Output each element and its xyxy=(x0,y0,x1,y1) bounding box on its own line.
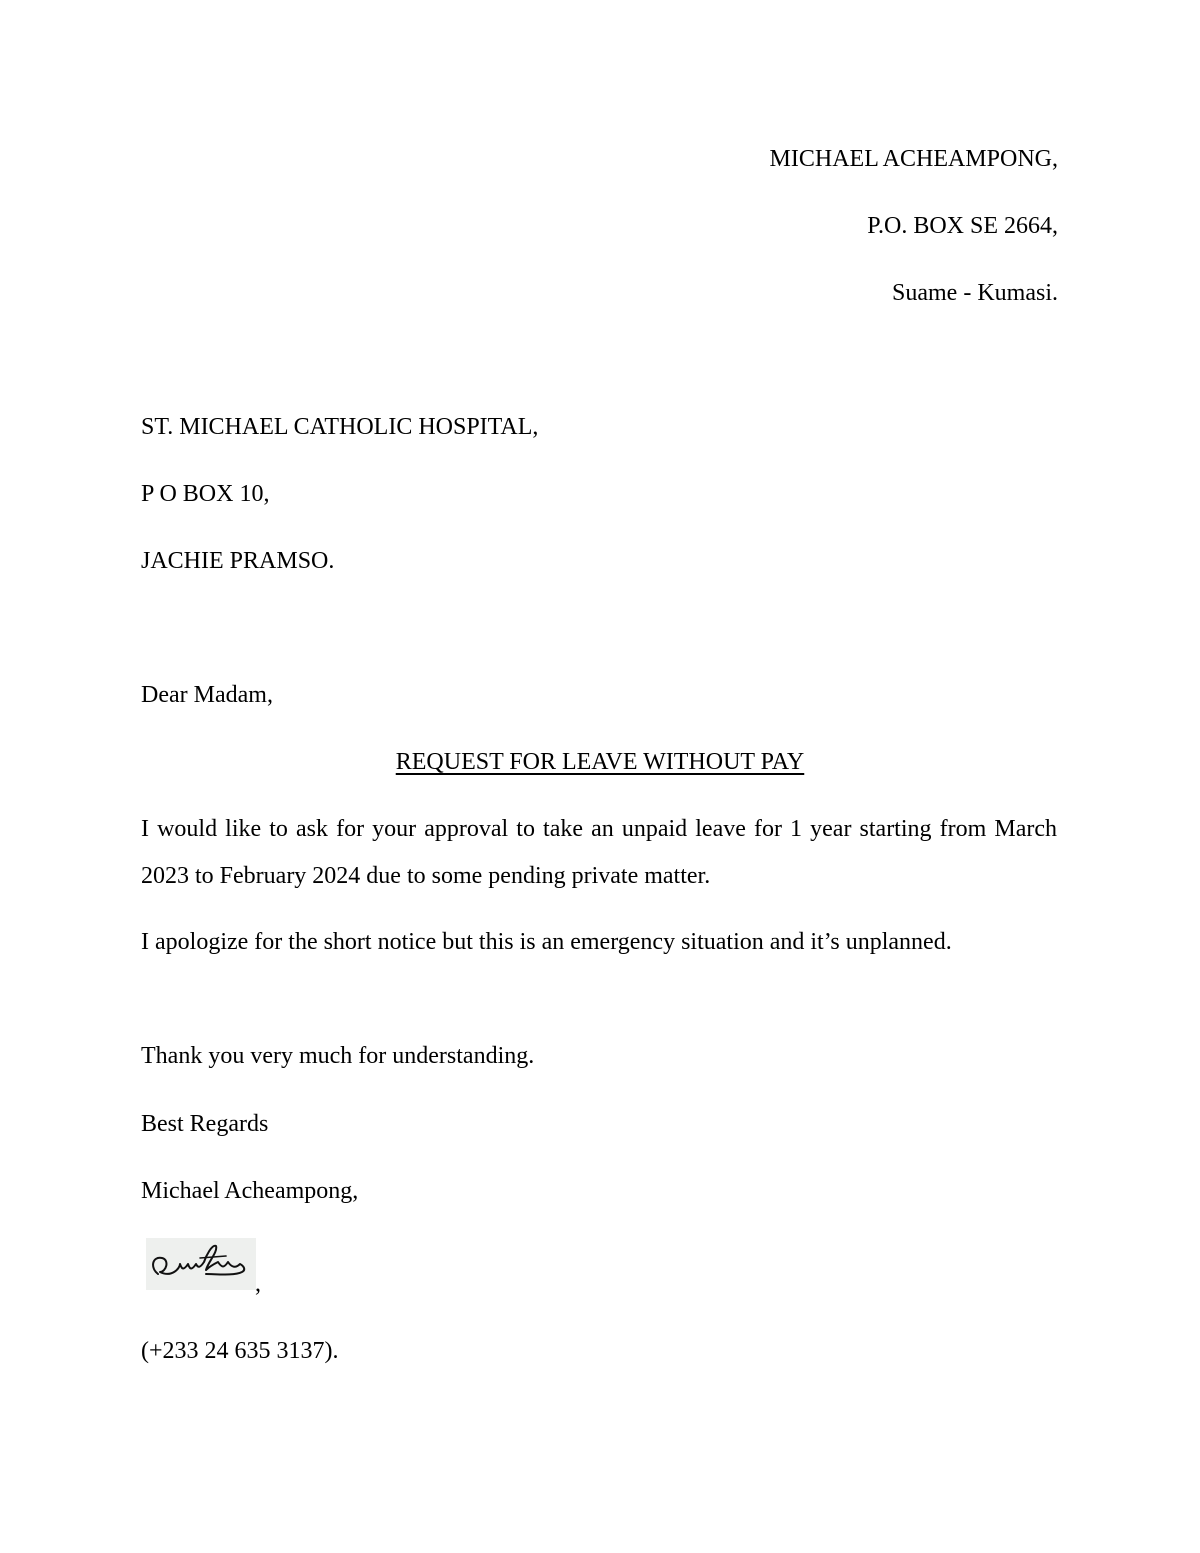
salutation: Dear Madam, xyxy=(141,682,273,708)
signature-comma: , xyxy=(255,1271,261,1297)
body-paragraph-1: I would like to ask for your approval to take an unpaid leave for 1 year starting from March 2023 to February 2024 due to some pending private matter. xyxy=(141,816,1057,889)
closing-regards: Best Regards xyxy=(141,1111,269,1137)
recipient-town: JACHIE PRAMSO. xyxy=(141,548,335,574)
closing-name: Michael Acheampong, xyxy=(141,1178,359,1204)
signature-image xyxy=(146,1238,258,1292)
letter-subject: REQUEST FOR LEAVE WITHOUT PAY xyxy=(395,749,805,775)
thanks-line: Thank you very much for understanding. xyxy=(141,1043,535,1069)
sender-box: P.O. BOX SE 2664, xyxy=(867,213,1058,239)
phone-number: (+233 24 635 3137). xyxy=(141,1338,339,1364)
body-paragraph-2: I apologize for the short notice but this is an emergency situation and it’s unplanned. xyxy=(141,929,952,955)
recipient-box: P O BOX 10, xyxy=(141,481,270,507)
sender-town: Suame - Kumasi. xyxy=(892,280,1058,306)
sender-name: MICHAEL ACHEAMPONG, xyxy=(769,146,1058,172)
recipient-name: ST. MICHAEL CATHOLIC HOSPITAL, xyxy=(141,414,539,440)
